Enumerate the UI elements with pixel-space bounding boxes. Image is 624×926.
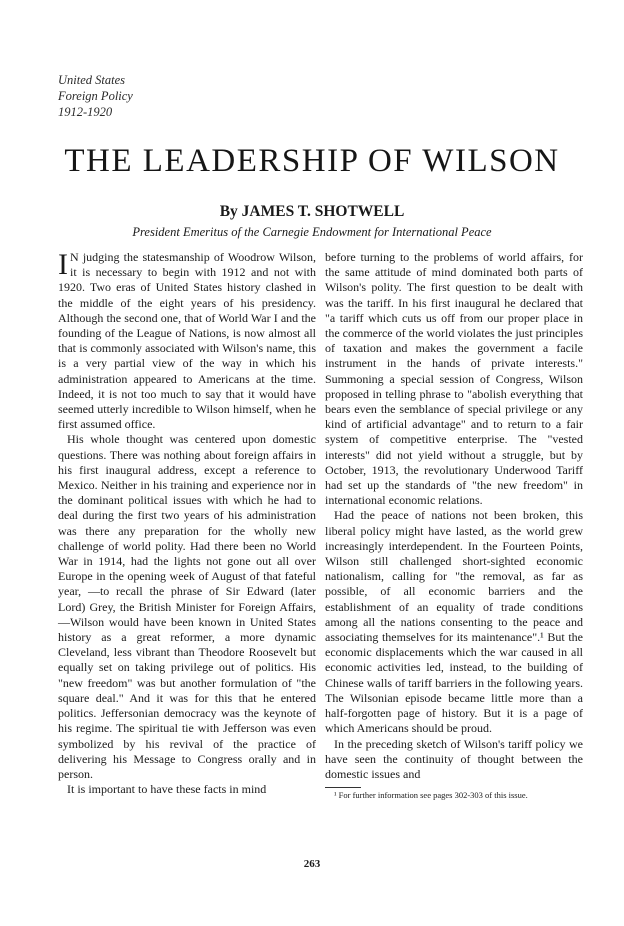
series-label-line-3: 1912-1920 (58, 105, 113, 119)
paragraph-1-text: N judging the statesmanship of Woodrow Wilson, it is necessary to begin with 1912 and not with 1920. Two eras of United States history clashed in the middle of the eight years of his presidency. Although the second one, that of World War I and the founding of the League of Nations, is now almost all that is commonly associated with Wilson's name, this is a very partial view of the way in which his administration appeared to Americans at the time. Indeed, it is not too much to say that it would have seemed utterly incredible to Wilson himself, when he first assumed office. (58, 250, 316, 432)
drop-cap: I (58, 248, 68, 281)
series-label (58, 72, 133, 120)
left-column (58, 250, 316, 797)
paragraph-5: Had the peace of nations not been broken, this liberal policy might have lasted, as the world grew increasingly interdependent. In the Fourteen Points, Wilson still challenged short-sighted economic nationalism, calling for "the removal, as far as possible, of all economic barriers and the establishment of an equality of trade conditions among all the nations consenting to the peace and associating themselves for its maintenance".¹ But the economic displacements which the war caused in all economic activities led, instead, to the building of Chinese walls of tariff barriers in the following years. The Wilsonian episode became little more than a half-forgotten page of history. But it is a page of which Americans should be proud. (325, 508, 583, 736)
author-byline: By JAMES T. SHOTWELL (219, 203, 405, 220)
footnote: ¹ For further information see pages 302-303 of this issue. (334, 790, 528, 801)
series-label-line-2: Foreign Policy (58, 89, 133, 103)
paragraph-3: It is important to have these facts in mind (67, 782, 267, 797)
page-number: 263 (303, 858, 321, 870)
paragraph-6: In the preceding sketch of Wilson's tariff policy we have seen the continuity of thought between the domestic issues and (325, 736, 583, 781)
series-label-line-1: United States (58, 73, 126, 87)
author-affiliation: President Emeritus of the Carnegie Endowment for International Peace (132, 225, 492, 239)
paragraph-4: before turning to the problems of world affairs, for the same attitude of mind dominated both parts of Wilson's polity. The first question to be dealt with was the tariff. In his first inaugural he declared that "a tariff which cuts us off from our proper place in the commerce of the world violates the just principles of taxation and makes the government a facile instrument in the hands of private interests." Summoning a special session of Congress, Wilson proposed in telling phrase to "abolish everything that bears even the semblance of special privilege or any kind of artificial advantage" and to return to a fair system of competitive enterprise. The "vested interests" did not yield without a struggle, but by October, 1913, the revolutionary Underwood Tariff had set up the standards of "the new freedom" in international economic relations. (325, 250, 583, 508)
footnote-rule (325, 787, 361, 788)
right-column (325, 250, 583, 801)
paragraph-1 (58, 250, 316, 432)
paragraph-2: His whole thought was centered upon domestic questions. There was nothing about foreign affairs in his first inaugural address, except a reference to Mexico. Neither in his training and experience nor in the dominant political issues with which he had to deal during the first two years of his administration was there any preparation for the wholly new challenge of world polity. Had there been no World War in 1914, had the lights not gone out all over Europe in the opening week of August of that fateful year, —to recall the phrase of Sir Edward (later Lord) Grey, the British Minister for Foreign Affairs,—Wilson would have been known in United States history as a great reformer, a more dynamic Cleveland, less vibrant than Theodore Roosevelt but equally set on taking privilege out of politics. His "new freedom" was but another formulation of "the square deal." And it was for this that he entered politics. Jeffersonian democracy was the keynote of his regime. The spiritual tie with Jefferson was even symbolized by his revival of the practice of delivering his Message to Congress orally and in person. (58, 432, 316, 781)
article-title: THE LEADERSHIP OF WILSON (64, 143, 560, 179)
